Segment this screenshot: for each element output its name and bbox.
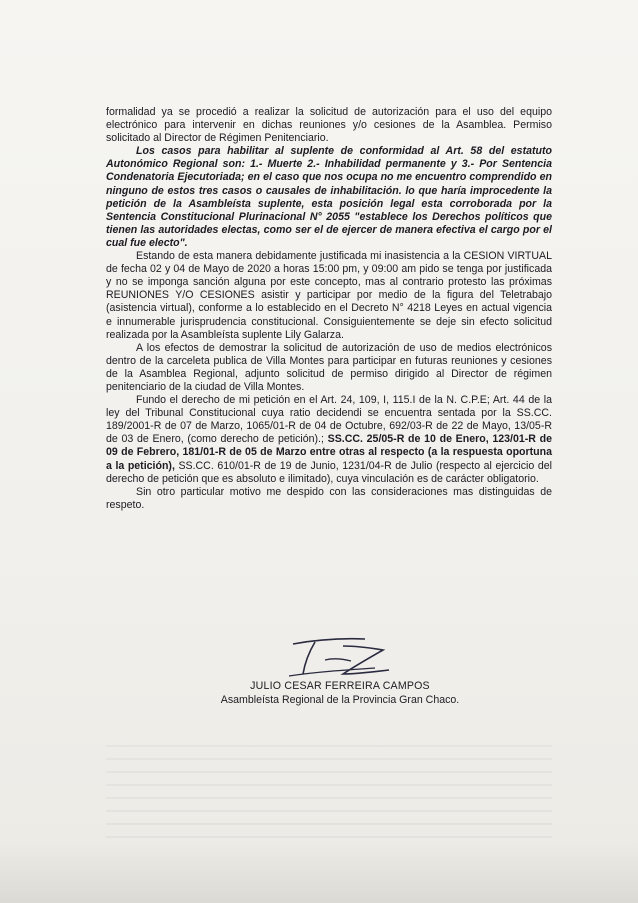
- closing-paragraph: [106, 486, 552, 512]
- paragraph-3-text: Estando de esta manera debidamente justificada mi inasistencia a la CESION VIRTUAL de fecha 02 y 04 de Mayo de 2020 a horas 15:00 pm, y 09:00 am pido se tenga por justificada y no se imponga sanción alguna por este concepto, mas al contrario protesto las próximas REUNIONES Y/O CESIONES asistir y participar por medio de la figura del Teletrabajo (asistencia virtual), conforme a lo establecido en el Decreto N° 4218 Leyes en actual vigencia e innumerable jurisprudencia constitucional. Consiguientemente se deje sin efecto solicitud realizada por la Asambleísta suplente Lily Galarza.: [106, 250, 552, 341]
- paragraph-1-text: formalidad ya se procedió a realizar la solicitud de autorización para el uso del equipo electrónico para intervenir en dichas reuniones y/o cesiones de la Asamblea. Permiso solicitado al Director de Régimen Penitenciario.: [106, 106, 552, 145]
- paragraph-2-text: Los casos para habilitar al suplente de conformidad al Art. 58 del estatuto Autonómico Regional son: 1.- Muerte 2.- Inhabilidad permanente y 3.- Por Sentencia Condenatoria Ejecutoriada; en el caso que nos ocupa no me encuentro comprendido en ninguno de estos tres casos o causales de inhabilitación. lo que haría improcedente la petición de la Asambleísta suplente, esta posición legal esta corroborada por la Sentencia Constitucional Plurinacional N° 2055 "establece los Derechos políticos que tienen las autoridades electas, como ser el de ejercer de manera efectiva el cargo por el cual fue electo".: [106, 145, 552, 249]
- signer-title: Asambleísta Regional de la Provincia Gran Chaco.: [220, 694, 460, 706]
- paragraph-5: [106, 394, 552, 486]
- paragraph-5-text-bold: SS.CC. 25/05-R de 10 de Enero, 123/01-R de 09 de Febrero, 181/01-R de 05 de Marzo entre otras al respecto (a la respuesta oportuna a la petición),: [106, 433, 552, 472]
- paragraph-2: [106, 145, 552, 250]
- closing-text: Sin otro particular motivo me despido con las consideraciones mas distinguidas de respeto.: [106, 485, 552, 511]
- signer-name: JULIO CESAR FERREIRA CAMPOS: [250, 680, 430, 692]
- paragraph-4: [106, 342, 552, 394]
- handwritten-signature: [285, 630, 395, 682]
- paragraph-5-text-a: Fundo el derecho de mi petición en el Art. 24, 109, I, 115.I de la N. C.P.E; Art. 44 de la ley del Tribunal Constitucional cuya ratio decidendi se encuentra sentada por la SS.CC. 189/2001-R de 07 de Marzo, 1065/01-R de 04 de Octubre, 692/03-R de 22 de Mayo, 13/05-R de 03 de Enero, (como derecho de petición).;: [106, 394, 552, 446]
- page-shadow: [0, 843, 638, 903]
- paragraph-5-text-c: SS.CC. 610/01-R de 19 de Junio, 1231/04-R de Julio (respecto al ejercicio del derecho de petición que es absoluto e ilimitado), cuya vinculación es de carácter obligatorio.: [106, 459, 552, 485]
- letter-body: [106, 106, 552, 512]
- paragraph-1: [106, 106, 552, 145]
- signature-block: [190, 630, 490, 730]
- paragraph-3: [106, 250, 552, 342]
- paragraph-4-text: A los efectos de demostrar la solicitud de autorización de uso de medios electrónicos dentro de la carceleta publica de Villa Montes para participar en futuras reuniones y cesiones de la Asamblea Regional, adjunto solicitud de permiso dirigido al Director de régimen penitenciario de la ciudad de Villa Montes.: [106, 341, 552, 393]
